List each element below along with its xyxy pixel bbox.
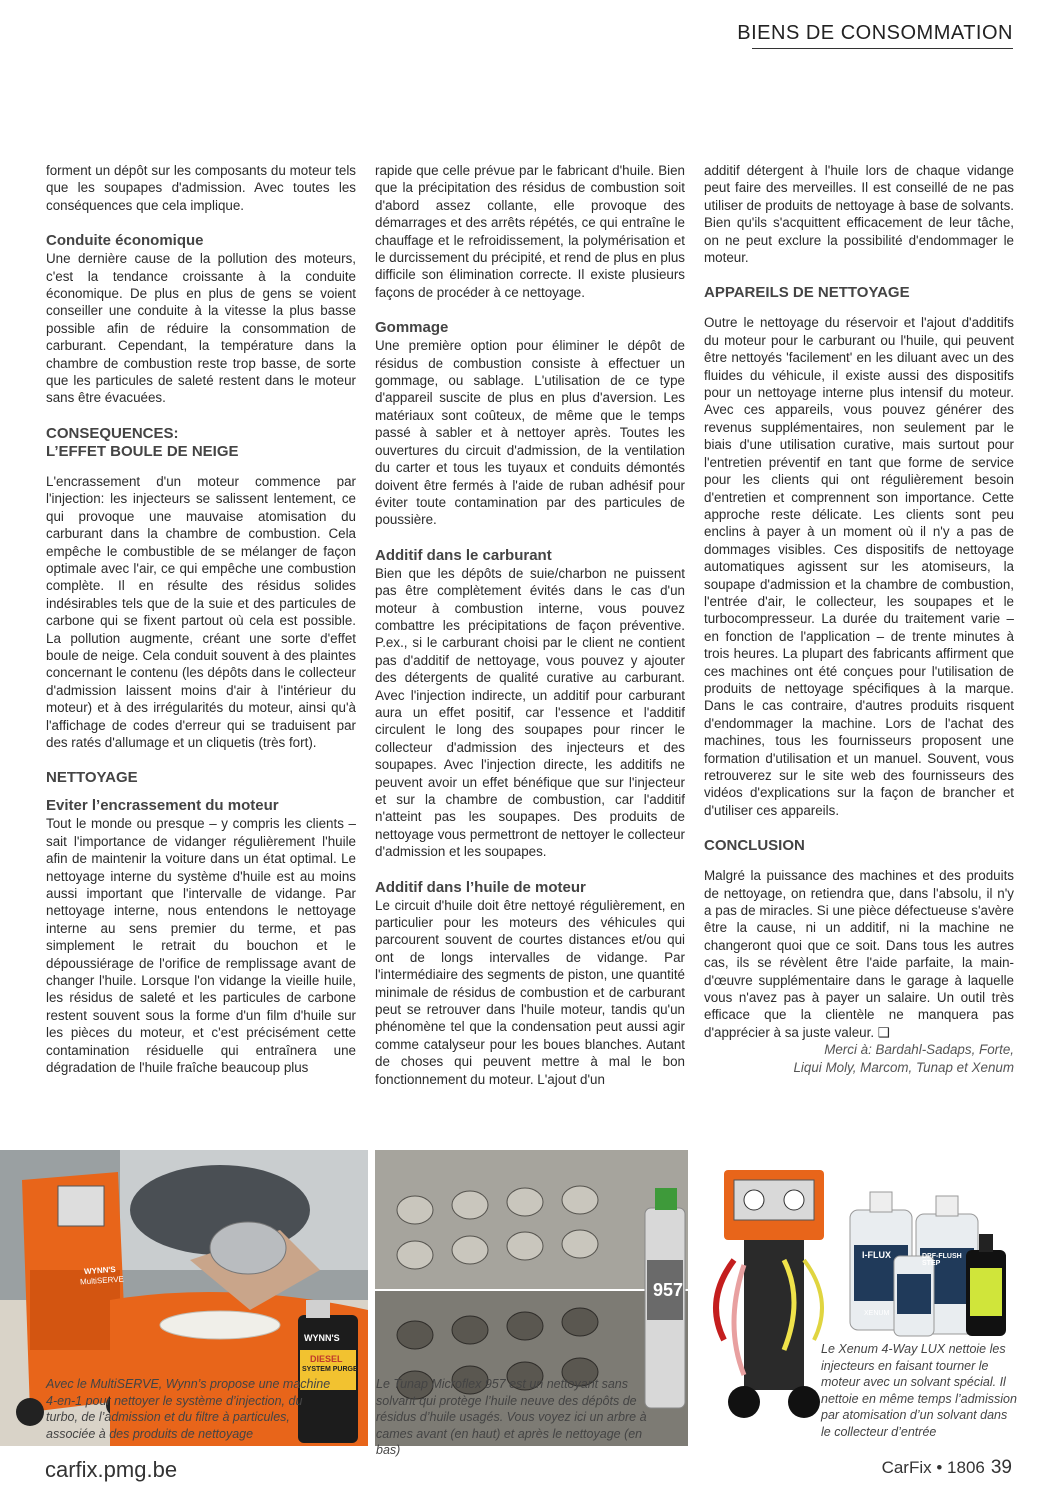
paragraph: Le circuit d'huile doit être nettoyé régulièrement, en particulier pour les moteurs des véhicules qui parcourent souvent de courtes distances et/ou qui ont de longs intervalles de vidange. Par l'intermédiaire des segments de piston, une quantité minimale de résidus de combustion et de carburant peut se retrouver dans l'huile moteur, tandis qu'un phénomène tel que la condensation peut aussi agir comme catalyseur pour les boues blanches. Autant de choses qui peuvent mettre à mal le bon fonctionnement du moteur. L'ajout d'un (375, 897, 685, 1087)
credits-line-2: Liqui Moly, Marcom, Tunap et Xenum (793, 1059, 1014, 1075)
caption-xenum: Le Xenum 4-Way LUX nettoie les injecteurs en faisant tourner le moteur avec un solvant spécial. Il nettoie en même temps l’admission par atomisation d’un solvant dans le collecteur d’entrée (821, 1342, 1017, 1439)
heading-nettoyage: NETTOYAGE (46, 769, 138, 787)
footer-website[interactable]: carfix.pmg.be (45, 1457, 178, 1482)
heading-consequences: CONSEQUENCES: (46, 424, 179, 442)
xenum-bottle-label-2: DPF-FLUSH STEP (922, 1253, 962, 1267)
subheading-conduite: Conduite économique (46, 232, 204, 250)
wynns-bottle-line1: DIESEL (310, 1354, 343, 1364)
section-header: BIENS DE CONSOMMATION (737, 22, 1013, 44)
paragraph: additif détergent à l'huile lors de chaque vidange peut faire des merveilles. Il est conseillé de ne pas utiliser de produits de nettoyage à base de solvants. Bien qu'ils s'acquittent efficacement de leur tâche, on ne peut exclure la possibilité d'endommager le moteur. (704, 163, 1014, 266)
xenum-brand-label: XENUM (864, 1310, 890, 1317)
caption-wynns: Avec le MultiSERVE, Wynn’s propose une machine 4-en-1 pour nettoyer le système d’injection, du turbo, de l’admission et du filtre à particules, associée à des produits de nettoyage (46, 1377, 331, 1441)
footer-page-info (882, 1457, 1012, 1479)
column-2 (375, 162, 685, 1088)
column-3 (704, 162, 1014, 1076)
paragraph: Une dernière cause de la pollution des moteurs, c'est la tendance croissante à la conduite économique. De plus en plus de gens se voient conseiller une conduite à la vitesse la plus basse possible afin de réduire la consommation de carburant. Cependant, la température dans la chambre de combustion reste trop basse, de sorte que les particules de saleté restent dans le moteur sans être évacuées. (46, 251, 356, 406)
magazine-issue: CarFix • 1806 (881, 1458, 985, 1477)
xenum-bottle-label-1: I-FLUX (862, 1250, 891, 1260)
paragraph: forment un dépôt sur les composants du moteur tels que les soupapes d'admission. Avec toutes les conséquences que cela implique. (46, 163, 356, 213)
paragraph: Une première option pour éliminer le dépôt de résidus de combustion consiste à effectuer un gommage, ou sablage. L'utilisation de ce type d'appareil suscite de plus en plus d'aversion. Les matériaux sont coûteux, de même que le temps passé à sabler et à nettoyer après. Toutes les ouvertures du circuit d'admission, de la ventilation du carter et tous les tuyaux et conduits démontés doivent être fermés à l'aide de ruban adhésif pour éviter toute contamination par des particules de poussière. (375, 338, 685, 528)
column-1 (46, 162, 356, 1076)
paragraph: L'encrassement d'un moteur commence par l'injection: les injecteurs se salissent lentement, ce qui provoque une mauvaise atomisation du carburant dans la chambre de combustion. Cela empêche le combustible de se mélanger de façon optimale avec l'air, ce qui empêche une combustion complète. Il en résulte des résidus solides indésirables tels que de la suie et des particules de carbone qui se fixent partout où cela est possible. La pollution augmente, créant une sorte d'effet boule de neige. Cela conduit souvent à des plaintes concernant le contenu (les dépôts dans le collecteur d'admission laissent moins d'air à l'intérieur du moteur) et à des irrégularités du moteur, ainsi qu'à l'affichage de codes d'erreur qui se traduisent par des ratés d'allumage et un cliquetis (très fort). (46, 473, 356, 750)
wynns-machine-label: WYNN'S (83, 1264, 116, 1277)
paragraph: Bien que les dépôts de suie/charbon ne puissent pas être complètement évités dans le cas d'un moteur à combustion interne, vous pouvez combattre les précipitations de façon préventive. P.ex., si le carburant choisi par le client ne contient pas d'additif de nettoyage, vous pouvez y ajouter des détergents de qualité curative au carburant. Avec l'injection indirecte, un additif pour carburant aura un effet positif, car l'essence et l'additif circulent le long des soupapes pour rincer le collecteur d'admission des injecteurs et des soupapes. Avec l'injection directe, les additifs ne peuvent avoir un effet bénéfique que sur l'injecteur et sur la chambre de combustion, car l'additif n'atteint pas les soupapes. Des produits de nettoyage vous permettront de nettoyer le collecteur d'admission et les soupapes. (375, 565, 685, 860)
wynns-machine-model: MultiSERVE (79, 1274, 125, 1287)
tunap-bottle-label: 957 (653, 1280, 684, 1300)
heading-conclusion: CONCLUSION (704, 837, 805, 855)
subheading-gommage: Gommage (375, 319, 449, 337)
paragraph: Malgré la puissance des machines et des produits de nettoyage, on retiendra que, dans l'absolu, il n'y a pas de miracles. Si une pièce défectueuse s'avère être la cause, ni un additif, ni la machine ne changeront quoi que ce soit. Dans tous les autres cas, ils se révèlent être l'aide parfaite, la main-d'œuvre supplémentaire dans le garage à laquelle vous n'avez pas à payer un salaire. Un outil très efficace que la clientèle ne manquera pas d'apprécier à sa juste valeur. ❑ (704, 868, 1014, 1040)
subheading-additif-carburant: Additif dans le carburant (375, 546, 552, 564)
heading-appareils: APPAREILS DE NETTOYAGE (704, 284, 910, 302)
subheading-eviter: Eviter l’encrassement du moteur (46, 797, 279, 815)
subheading-additif-huile: Additif dans l’huile de moteur (375, 878, 586, 896)
wynns-bottle-line2: SYSTEM PURGE (302, 1366, 358, 1373)
credits-line-1: Merci à: Bardahl-Sadaps, Forte, (824, 1042, 1014, 1058)
paragraph: rapide que celle prévue par le fabricant d'huile. Bien que la précipitation des résidus de combustion soit d'abord assez collante, elle provoque des démarrages et des arrêts répétés, ce qui entraîne le chauffage et le refroidissement, la polymérisation et le durcissement du précipité, et rend de plus en plus difficile son élimination correcte. Il existe plusieurs façons de procéder à ce nettoyage. (375, 163, 685, 300)
heading-consequences-2: L’EFFET BOULE DE NEIGE (46, 442, 239, 460)
header-rule (752, 48, 1013, 49)
caption-tunap: Le Tunap Microflex 957 est un nettoyant sans solvant qui protège l’huile neuve des dépôts de résidus d’huile usagés. Vous voyez ici un arbre à cames avant (en haut) et après le nettoyage (en bas) (376, 1377, 647, 1457)
page-number: 39 (990, 1457, 1012, 1478)
paragraph: Outre le nettoyage du réservoir et l'ajout d'additifs du moteur pour le carburant ou l'huile, qui peuvent être nettoyés 'facilement' en les diluant avec un des fluides du véhicule, il existe aussi des dispositifs pour un nettoyage interne plus intensif du moteur. Avec ces appareils, vous pouvez générer des revenus supplémentaires, non seulement par le biais d'une utilisation curative, mais surtout pour l'entretien préventif en tant que forme de service pour les clients qui ont régulièrement besoin d'entretien et comprennent son importance. Cette approche reste délicate. Les clients sont peu enclins à payer à un moment où il n'y a pas de dommages visibles. Ces dispositifs de nettoyage automatiques agissent sur les atomiseurs, la soupape d'admission et la chambre de combustion, l'entrée d'air, le collecteur, les soupapes et le turbocompresseur. La durée du traitement varie – en fonction de l'application – de trente minutes à trois heures. La plupart des fabricants affirment que ces machines ont été conçues pour l'utilisation de produits de nettoyage spécifiques à la marque. Dans le cas contraire, d'autres produits risquent d'endommager la machine. Lors de l'achat des machines, tous les fournisseurs proposent une formation d'utilisation et un manuel. Souvent, vous retrouverez sur le site web des fournisseurs des vidéos d'explications sur la façon de brancher et d'utiliser ces appareils. (704, 315, 1014, 818)
paragraph: Tout le monde ou presque – y compris les clients – sait l'importance de vidanger régulièrement l'huile afin de maintenir la voiture dans un état optimal. Le nettoyage interne du système d'huile est au moins aussi important que l'intervalle de vidange. Par nettoyage interne, nous entendons le nettoyage interne au sens premier du terme, et pas simplement le retrait du bouchon et le dépoussiérage de l'orifice de remplissage avant de changer l'huile. Lorsque l'on vidange la vieille huile, les résidus de saleté et les particules de carbone restent souvent sous la forme d'un film d'huile sur les pièces du moteur, et c'est précisément cette contamination résiduelle qui entraînera une dégradation de l'huile fraîche beaucoup plus (46, 816, 356, 1076)
wynns-bottle-brand: WYNN'S (304, 1333, 340, 1343)
